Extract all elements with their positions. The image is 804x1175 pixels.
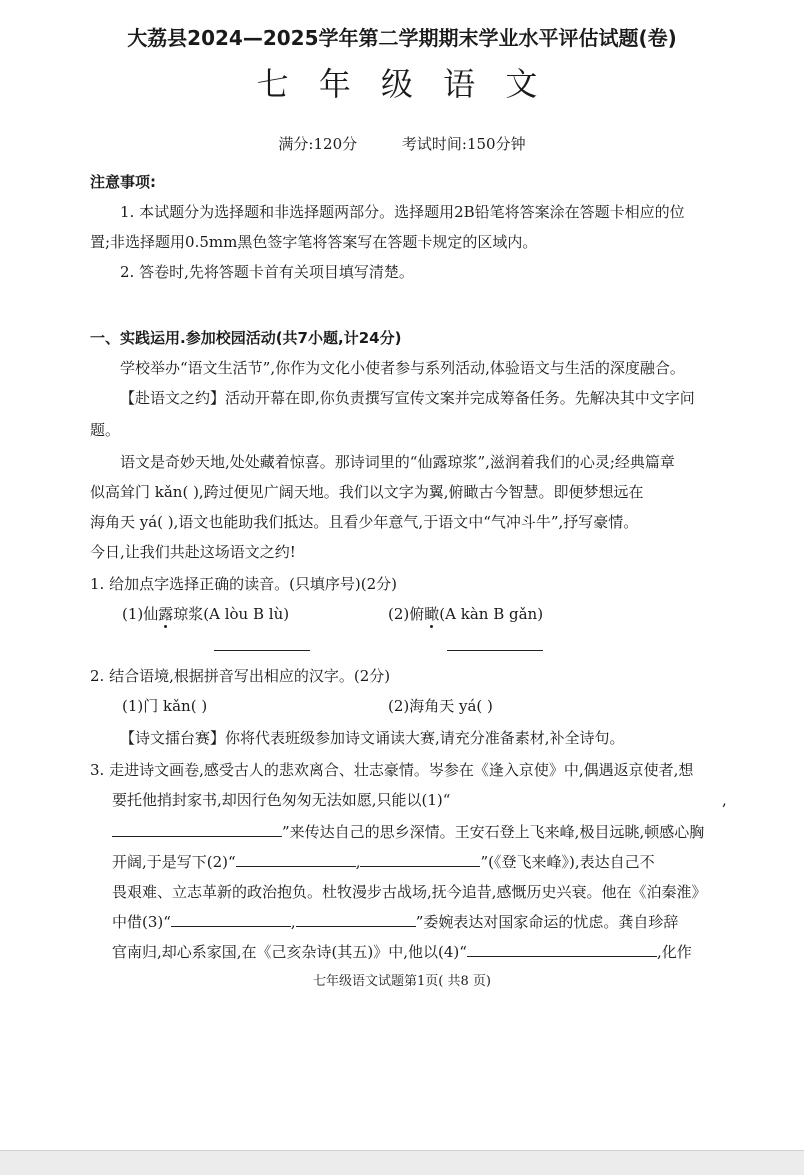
section1-title: 一、实践运用.参加校园活动(共7小题,计24分) [90, 329, 402, 347]
q3-blank-3b [296, 912, 416, 927]
q1-stem: 1. 给加点字选择正确的读音。(只填序号)(2分) [90, 575, 398, 593]
q2-part1: (1)门 kǎn( ) [122, 697, 208, 715]
q3-line4: 开阔,于是写下(2)“ , ”(《登飞来峰》),表达自己不 [112, 853, 655, 871]
q3-blank-4a [467, 942, 657, 957]
viewer-bottom-bar [0, 1150, 804, 1175]
exam-meta [0, 134, 804, 154]
notes-item1-line1: 1. 本试题分为选择题和非选择题两部分。选择题用2B铅笔将答案涂在答题卡相应的位 [120, 203, 685, 221]
page-footer: 七年级语文试题第1页( 共8 页) [313, 974, 491, 989]
passage-line3: 海角天 yá( ),语文也能助我们抵达。且看少年意气,于语文中“气冲斗牛”,抒写豪情。 [90, 513, 639, 531]
q3-blank-2a [236, 852, 356, 867]
q3-line2: 要托他捎封家书,却因行色匆匆无法如愿,只能以(1)“ [112, 791, 451, 809]
exam-time: 考试时间:150分钟 [401, 135, 526, 153]
q3-blank-3a [171, 912, 291, 927]
notes-item2: 2. 答卷时,先将答题卡首有关项目填写清楚。 [120, 263, 414, 281]
passage-line4: 今日,让我们共赴这场语文之约! [90, 543, 296, 561]
full-score: 满分:120分 [278, 135, 358, 153]
passage-line1: 语文是奇妙天地,处处藏着惊喜。那诗词里的“仙露琼浆”,滋润着我们的心灵;经典篇章 [120, 453, 675, 471]
q3-line3: ”来传达自己的思乡深情。王安石登上飞来峰,极目远眺,顿感心胸 [112, 822, 744, 842]
task2: 【诗文擂台赛】你将代表班级参加诗文诵读大赛,请充分准备素材,补全诗句。 [120, 729, 625, 747]
q1-part1: (1)仙露琼浆(A lòu B lù) [122, 605, 290, 623]
subject-title: 七 年 级 语 文 [256, 65, 548, 103]
q1-part2: (2)俯瞰(A kàn B gǎn) [388, 605, 544, 623]
q1-dotted-char-1: 露 [158, 605, 174, 623]
notes-title: 注意事项: [90, 173, 156, 191]
q3-line6: 中借(3)“ , ”委婉表达对国家命运的忧虑。龚自珍辞 [112, 913, 679, 931]
q2-part2: (2)海角天 yá( ) [388, 697, 493, 715]
q1-dotted-char-2: 瞰 [424, 605, 440, 623]
q3-line1: 3. 走进诗文画卷,感受古人的悲欢离合、壮志豪情。岑参在《逢入京使》中,偶遇返京使者,想 [90, 761, 694, 779]
q1-answer-line-1 [214, 650, 310, 651]
exam-title: 大荔县2024—2025学年第二学期期末学业水平评估试题(卷) [127, 26, 677, 50]
q3-blank-1b [112, 822, 282, 837]
q3-blank-2b [360, 852, 480, 867]
notes-item1-line2: 置;非选择题用0.5mm黑色签字笔将答案写在答题卡规定的区域内。 [90, 233, 538, 251]
q3-line2-comma: , [722, 791, 727, 809]
section1-intro: 学校举办“语文生活节”,你作为文化小使者参与系列活动,体验语文与生活的深度融合。 [120, 359, 685, 377]
task1-line1: 【赴语文之约】活动开幕在即,你负责撰写宣传文案并完成筹备任务。先解决其中文字问 [120, 389, 695, 407]
task1-line2: 题。 [90, 421, 121, 439]
q3-line7: 官南归,却心系家国,在《己亥杂诗(其五)》中,他以(4)“ ,化作 [112, 943, 692, 961]
passage-line2: 似高耸门 kǎn( ),跨过便见广阔天地。我们以文字为翼,俯瞰古今智慧。即便梦想远在 [90, 483, 644, 501]
q2-stem: 2. 结合语境,根据拼音写出相应的汉字。(2分) [90, 667, 391, 685]
q3-line5: 畏艰难、立志革新的政治抱负。杜牧漫步古战场,抚今追昔,感慨历史兴衰。他在《泊秦淮》 [112, 883, 707, 901]
q1-answer-line-2 [447, 650, 543, 651]
